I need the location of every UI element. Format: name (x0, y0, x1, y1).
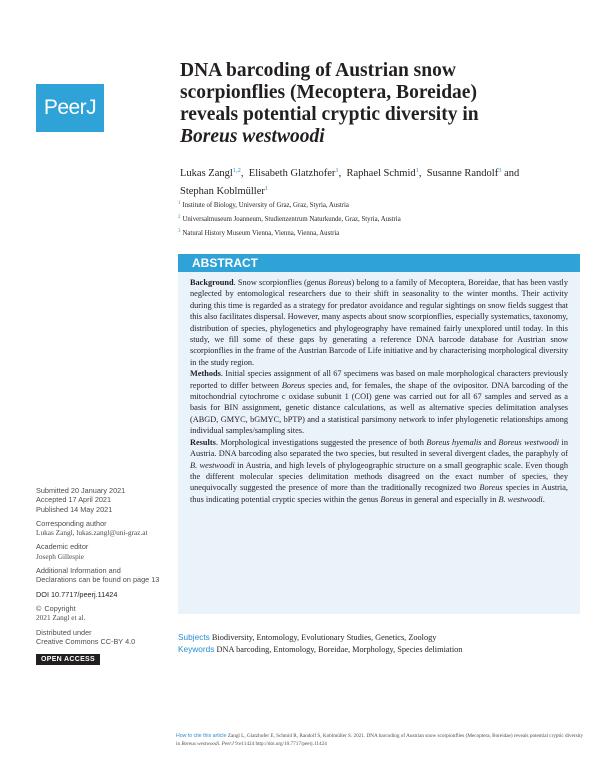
corresponding-author (36, 519, 160, 538)
authors-and: and (504, 168, 520, 179)
affiliation-text: Institute of Biology, University of Graz, Graz, Styria, Austria (182, 202, 349, 209)
copyright-holder: 2021 Zangl et al. (36, 613, 86, 623)
affiliation-text: Universalmuseum Joanneum, Studienzentrum Naturkunde, Graz, Styria, Austria (182, 216, 401, 223)
section-label: Methods (190, 369, 221, 379)
published-date: Published 14 May 2021 (36, 504, 113, 514)
abstract-italic: Boreus (281, 380, 306, 390)
affiliation-number: 2 (178, 215, 181, 220)
distributed-label: Distributed under (36, 627, 92, 637)
license (36, 628, 160, 647)
license-link[interactable]: Creative Commons CC-BY 4.0 (36, 636, 136, 646)
section-label: Background (190, 278, 234, 287)
cite-label: How to cite this article (176, 733, 227, 739)
corresponding-label: Corresponding author (36, 518, 107, 528)
cite-text: Zangl L, Glatzhofer E, Schmid R, Randolf S, Koblmüller S. 2021. DNA barcoding of Austrian snow scorpionflies (Mecoptera, Boreidae) reveals potential cryptic diversity in (176, 733, 584, 747)
abstract-italic: Boreus hyemalis (426, 437, 482, 447)
abstract-italic: Boreus (380, 494, 404, 504)
affiliation-item (178, 212, 578, 226)
abstract-heading: ABSTRACT (178, 254, 580, 272)
open-access-badge: OPEN ACCESS (36, 654, 100, 665)
cc-icon: © (36, 603, 42, 613)
affiliation-item (178, 226, 578, 240)
abstract-text: and (481, 437, 499, 447)
author-name[interactable]: Raphael Schmid (346, 168, 416, 179)
author-name[interactable]: Lukas Zangl (180, 168, 233, 179)
abstract-text: ) belong to a family of Mecoptera, Boreidae, that has been vastly neglected by entomological researchers due to their shift in seasonality to the winter months. Their activity during this time is regarded as a strategy for predator avoidance and regular sightings on snow fields suggest that this also facilitates dispersal. However, many aspects about snow scorpionflies, especially systematics, taxonomy, distribution of species, phylogenetics and phylogeography have remained fairly unexplored until today. In this study, we fill some of these gaps by generating a reference DNA barcode database for Austrian snow scorpionflies in the frame of the Austrian Barcode of Life initiative and by characterising morphological diversity in the study region. (190, 278, 568, 367)
cite-text: . (219, 741, 222, 747)
affiliations (178, 198, 578, 240)
editor-name: Joseph Gillespie (36, 551, 85, 561)
keywords-value: DNA barcoding, Entomology, Boreidae, Morphology, Species delimiation (216, 644, 463, 654)
author-affil-ref: 1 (415, 167, 419, 174)
affiliation-number: 3 (178, 229, 181, 234)
abstract-methods (190, 368, 568, 436)
author-name[interactable]: Susanne Randolf (426, 168, 499, 179)
abstract-text: species in Austria, thus indicating potential cryptic species within the genus (190, 483, 568, 504)
accepted-date: Accepted 17 April 2021 (36, 495, 112, 505)
peerj-logo (36, 84, 104, 132)
title-line: DNA barcoding of Austrian snow (180, 60, 456, 81)
author-name[interactable]: Stephan Koblmüller (180, 186, 265, 197)
author-name[interactable]: Elisabeth Glatzhofer (248, 168, 336, 179)
abstract-text: in general and especially in (403, 494, 499, 504)
title-line: scorpionflies (Mecoptera, Boreidae) (180, 82, 477, 103)
author-affil-ref: 1 (264, 185, 269, 192)
title-line: Boreus westwoodi (180, 126, 325, 147)
author-list: Lukas Zangl$^{1,2}$, Elisabeth Glatzhofer$^1$, Raphael Schmid$^1$, Susanne Randolf$^3$ and Stephan Koblmüller$^1$ (180, 167, 520, 197)
abstract-background (190, 277, 568, 368)
abstract-text: . Initial species assignment of all 67 specimens was based on male morphological characters previously reported to differ between (190, 369, 568, 390)
abstract-italic: Boreus (328, 278, 352, 287)
academic-editor (36, 542, 160, 561)
abstract-italic: B. westwoodi (190, 460, 235, 470)
abstract-italic: B. westwoodi (498, 494, 543, 504)
cite-doi-link[interactable]: http://doi.org/10.7717/peerj.11424 (255, 741, 327, 747)
doi-link[interactable]: DOI 10.7717/peerj.11424 (36, 589, 118, 599)
abstract-results (190, 437, 568, 505)
dates (36, 486, 160, 514)
subjects-label: Subjects (178, 632, 210, 642)
copyright-label: Copyright (44, 603, 76, 613)
cite-italic: Boreus westwoodi (181, 741, 220, 747)
corresponding-email[interactable]: Lukas Zangl, lukas.zangl@uni-graz.at (36, 528, 148, 538)
logo-text: PeerJ (43, 96, 97, 119)
article-sidebar (36, 486, 160, 665)
abstract-italic: Boreus (479, 483, 503, 493)
affiliation-item (178, 198, 578, 212)
subjects-keywords (178, 632, 578, 655)
abstract-text: in Austria, and high levels of phylogeographic structure on a small geographic scale. Even though the different molecular species delimitation methods disagreed on the exact number of species, they unequivocally suggested the presence of more than the traditionally recognized two (190, 460, 568, 493)
author-affil-ref: 1,2 (232, 167, 241, 174)
cite-text: 9:e11424 (233, 741, 256, 747)
affiliation-number: 1 (178, 201, 181, 206)
section-label: Results (190, 437, 216, 447)
author-affil-ref: 1 (335, 167, 339, 174)
keywords-label: Keywords (178, 643, 215, 654)
abstract-text: . Morphological investigations suggested the presence of both (215, 437, 427, 447)
article-title (180, 60, 560, 148)
editor-label: Academic editor (36, 542, 89, 552)
subjects-value: Biodiversity, Entomology, Evolutionary Studies, Genetics, Zoology (211, 633, 437, 642)
additional-info[interactable]: Additional Information and Declarations can be found on page 13 (36, 566, 160, 585)
abstract-text: . Snow scorpionflies (genus (233, 278, 329, 287)
cite-journal: PeerJ (221, 741, 234, 747)
title-line: reveals potential cryptic diversity in (180, 104, 479, 125)
author-affil-ref: 3 (498, 167, 502, 174)
abstract-text: in Austria. DNA barcoding also separated the two species, but resulted in several divergent clades, the paraphyly of (190, 437, 569, 459)
submitted-date: Submitted 20 January 2021 (36, 486, 126, 495)
copyright (36, 604, 160, 623)
abstract-body (178, 272, 580, 505)
how-to-cite (176, 732, 586, 748)
affiliation-text: Natural History Museum Vienna, Vienna, Vienna, Austria (182, 230, 340, 237)
abstract-italic: Boreus westwoodi (498, 437, 560, 447)
abstract-text: . (542, 494, 545, 504)
abstract-text: species and, for females, the shape of the ovipositor. DNA barcoding of the mitochondrial cytochrome c oxidase subunit 1 (COI) gene was carried out for all 67 samples and served as a basis for BIN assignment, genetic distance calculations, as well as alternative species delimitation analyses (ABGD, GMYC, bGMYC, bPTP) and a statistical parsimony network to infer phylogenetic relationships among individual samples/sampling sites. (190, 380, 568, 436)
abstract-box (178, 254, 580, 614)
